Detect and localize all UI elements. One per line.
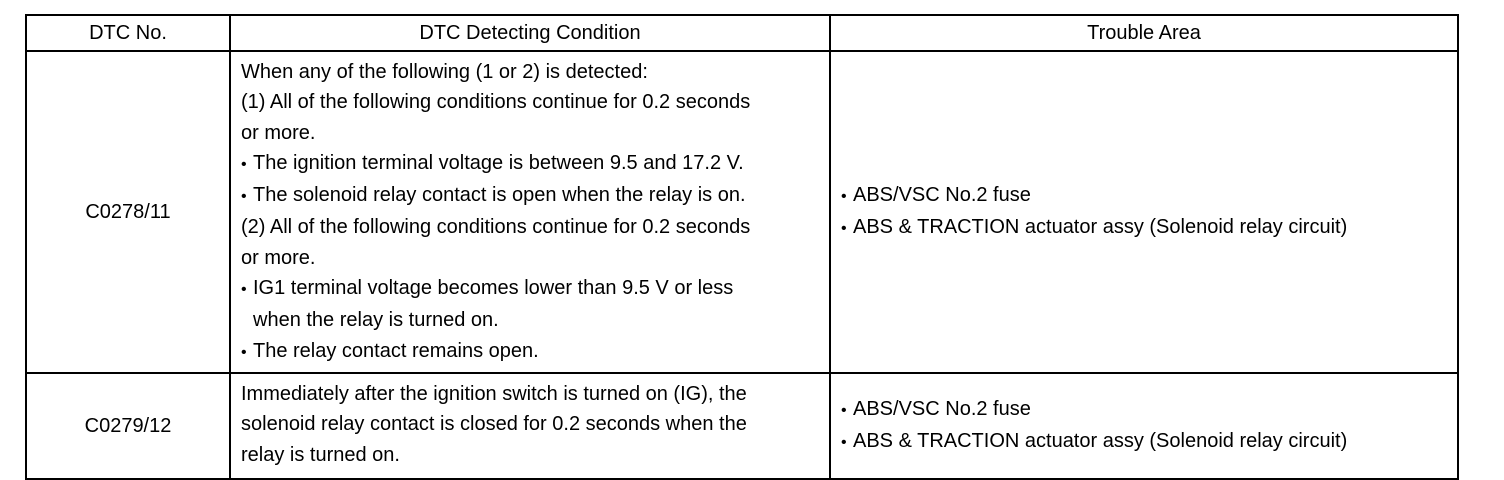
dtc-number-cell: C0279/12 <box>26 373 230 479</box>
detecting-condition-cell <box>230 373 830 479</box>
condition-line: Immediately after the ignition switch is turned on (IG), the <box>241 382 747 405</box>
trouble-area-item <box>841 180 1449 212</box>
dtc-number-cell: C0278/11 <box>26 51 230 373</box>
trouble-area-cell <box>830 51 1458 373</box>
condition-line: relay is turned on. <box>241 443 400 466</box>
trouble-area-text: ABS & TRACTION actuator assy (Solenoid relay circuit) <box>853 215 1348 238</box>
dtc-table <box>25 14 1459 480</box>
condition-bullet <box>241 180 821 212</box>
condition-line: or more. <box>241 121 316 144</box>
condition-bullet-text: IG1 terminal voltage becomes lower than 9.5 V or less <box>253 277 734 300</box>
condition-bullet-text: The solenoid relay contact is open when the relay is on. <box>253 184 746 207</box>
trouble-area-text: ABS & TRACTION actuator assy (Solenoid relay circuit) <box>853 429 1348 452</box>
table-row <box>26 51 1458 373</box>
trouble-area-cell <box>830 373 1458 479</box>
condition-bullet-text: The relay contact remains open. <box>253 339 539 362</box>
condition-bullet <box>241 148 821 180</box>
header-dtc-no: DTC No. <box>26 15 230 51</box>
trouble-area-item <box>841 212 1449 244</box>
condition-line: solenoid relay contact is closed for 0.2 seconds when the <box>241 413 747 436</box>
condition-bullet <box>241 336 821 368</box>
trouble-area-text: ABS/VSC No.2 fuse <box>853 183 1031 206</box>
condition-bullet <box>241 273 821 305</box>
condition-line: When any of the following (1 or 2) is detected: <box>241 61 648 83</box>
condition-line: (2) All of the following conditions continue for 0.2 seconds <box>241 216 751 239</box>
table-header-row <box>26 15 1458 51</box>
trouble-area-item <box>841 426 1449 458</box>
condition-line: or more. <box>241 246 316 269</box>
table-row <box>26 373 1458 479</box>
condition-line: (1) All of the following conditions continue for 0.2 seconds <box>241 91 751 114</box>
condition-bullet-continuation: when the relay is turned on. <box>253 309 499 332</box>
header-detecting-condition: DTC Detecting Condition <box>230 15 830 51</box>
trouble-area-item <box>841 394 1449 426</box>
header-trouble-area: Trouble Area <box>830 15 1458 51</box>
trouble-area-text: ABS/VSC No.2 fuse <box>853 397 1031 420</box>
detecting-condition-cell <box>230 51 830 373</box>
condition-bullet-text: The ignition terminal voltage is between 9.5 and 17.2 V. <box>253 151 744 174</box>
